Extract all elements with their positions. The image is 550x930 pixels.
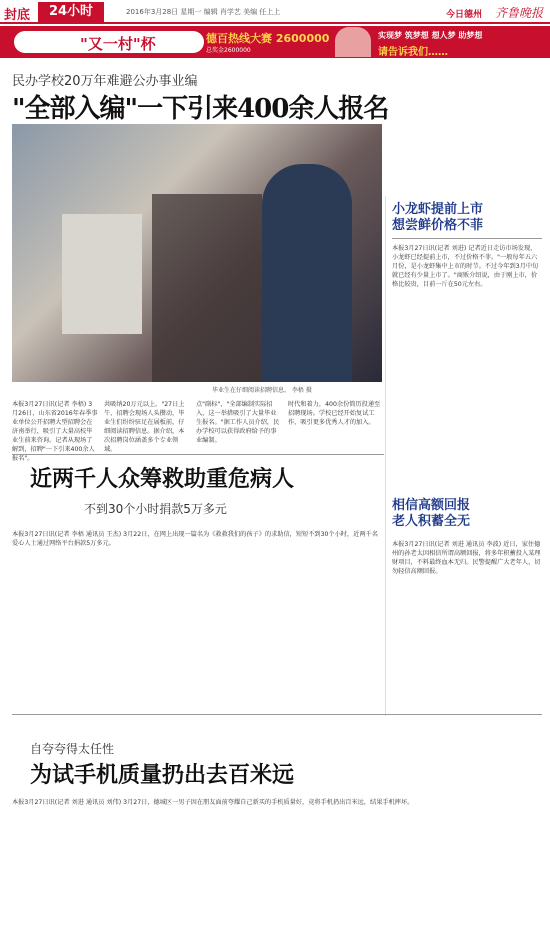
banner-right-line1: 实现梦 筑梦想 想人梦 助梦想 — [378, 31, 483, 40]
side1-headline — [392, 202, 483, 234]
banner-prize: 德百热线大赛 2600000 — [206, 32, 330, 45]
story1-headline: "全部入编"一下引来400余人报名 — [12, 94, 389, 124]
story2-headline: 近两千人众筹救助重危病人 — [30, 466, 295, 492]
today-label: 今日德州 — [446, 10, 483, 20]
story3-body: 本报3月27日讯(记者 刘进 通讯员 刘伟) 3月27日，德城区一男子因在朋友面前夸耀自己新买的手机质量好，竟将手机扔出百米远，结果手机摔坏。 — [12, 799, 414, 806]
banner-subtitle: 总奖金2600000 — [206, 47, 251, 54]
story1-caption: 毕业生在仔细阅读招聘信息。 李梧 摄 — [212, 387, 312, 394]
side2-headline-line1: 相信高额回报 — [392, 498, 471, 513]
side2-headline-line2: 老人积蓄全无 — [392, 514, 471, 529]
story3-headline: 为试手机质量扔出去百米远 — [30, 762, 295, 788]
side2-body: 本报3月27日讯(记者 刘进 通讯员 李波) 近日，家住德州的孙老太因相信所谓高额回报，将多年积蓄投入某理财项目，不料最终血本无归。民警提醒广大老年人，切勿轻信高额回报。 — [392, 541, 541, 575]
side1-body: 本报3月27日讯(记者 刘进) 记者近日走访市场发现，小龙虾已经提前上市，不过价格不菲。"一般每年五六月份，是小龙虾集中上市的时节。不过今年到3月中旬就已经有少量上市了。"商贩介绍说，由于刚上市，价格比较贵，目前一斤在50元左右。 — [392, 245, 539, 288]
photo-student — [262, 164, 352, 382]
side2-headline — [392, 498, 470, 530]
story1-col2: 共吸纳20万元以上。"27日上午，招聘会现场人头攒动，毕业生们纷纷驻足在展板前，仔细阅读招聘信息。据介绍，本次招聘岗位涵盖多个专业领域。 — [104, 401, 185, 453]
side1-rule — [392, 238, 542, 239]
banner-title: "又一村"杯 — [80, 35, 156, 53]
side1-headline-line2: 想尝鲜价格不菲 — [392, 218, 484, 233]
story1-kicker: 民办学校20万年难避公办事业编 — [12, 74, 198, 89]
side-divider — [385, 196, 386, 716]
story2-body: 本报3月27日讯(记者 李梧 通讯员 王杰) 3月22日，在网上出现一篇名为《救救我们的孩子》的求助信，短短不到30个小时，近两千名爱心人士通过网络平台捐款5万多元。 — [12, 531, 378, 547]
side1-headline-line1: 小龙虾提前上市 — [392, 202, 484, 217]
paper-logo: 齐鲁晚报 — [495, 6, 544, 20]
story1-col4: 时代和着力，400余份简历投递至招聘现场。学校已经开始复试工作，吸引更多优秀人才的加入。 — [288, 401, 381, 426]
section-label: 封底 — [4, 8, 31, 23]
divider-story3 — [12, 714, 542, 715]
section-box: 24小时 — [38, 2, 104, 22]
story2-subheadline: 不到30个小时捐款5万多元 — [84, 502, 227, 516]
divider-story2 — [12, 454, 384, 455]
photo-crowd — [152, 194, 262, 382]
date-meta: 2016年3月28日 星期一 编辑 肖学艺 美编 任上上 — [126, 8, 281, 16]
story1-photo — [12, 124, 382, 382]
story1-col1: 本报3月27日讯(记者 李梧) 3月26日，山东省2016年春季事业单位公开招聘大型招聘会在济南举行，吸引了大量高校毕业生前来咨询。记者从现场了解到，招聘"一下引来400余人报名"。 — [12, 401, 98, 462]
story1-col3: 点"副标"，"全部编制实际招入，这一举措吸引了大量毕业生报名。"据工作人员介绍，民办学校可以获得政府给予的事业编制。 — [196, 401, 280, 444]
banner-person-image — [335, 27, 371, 57]
story3-kicker: 自夸夸得太任性 — [30, 742, 115, 756]
photo-display-board — [62, 214, 142, 334]
banner-right-line2: 请告诉我们…… — [378, 47, 448, 58]
